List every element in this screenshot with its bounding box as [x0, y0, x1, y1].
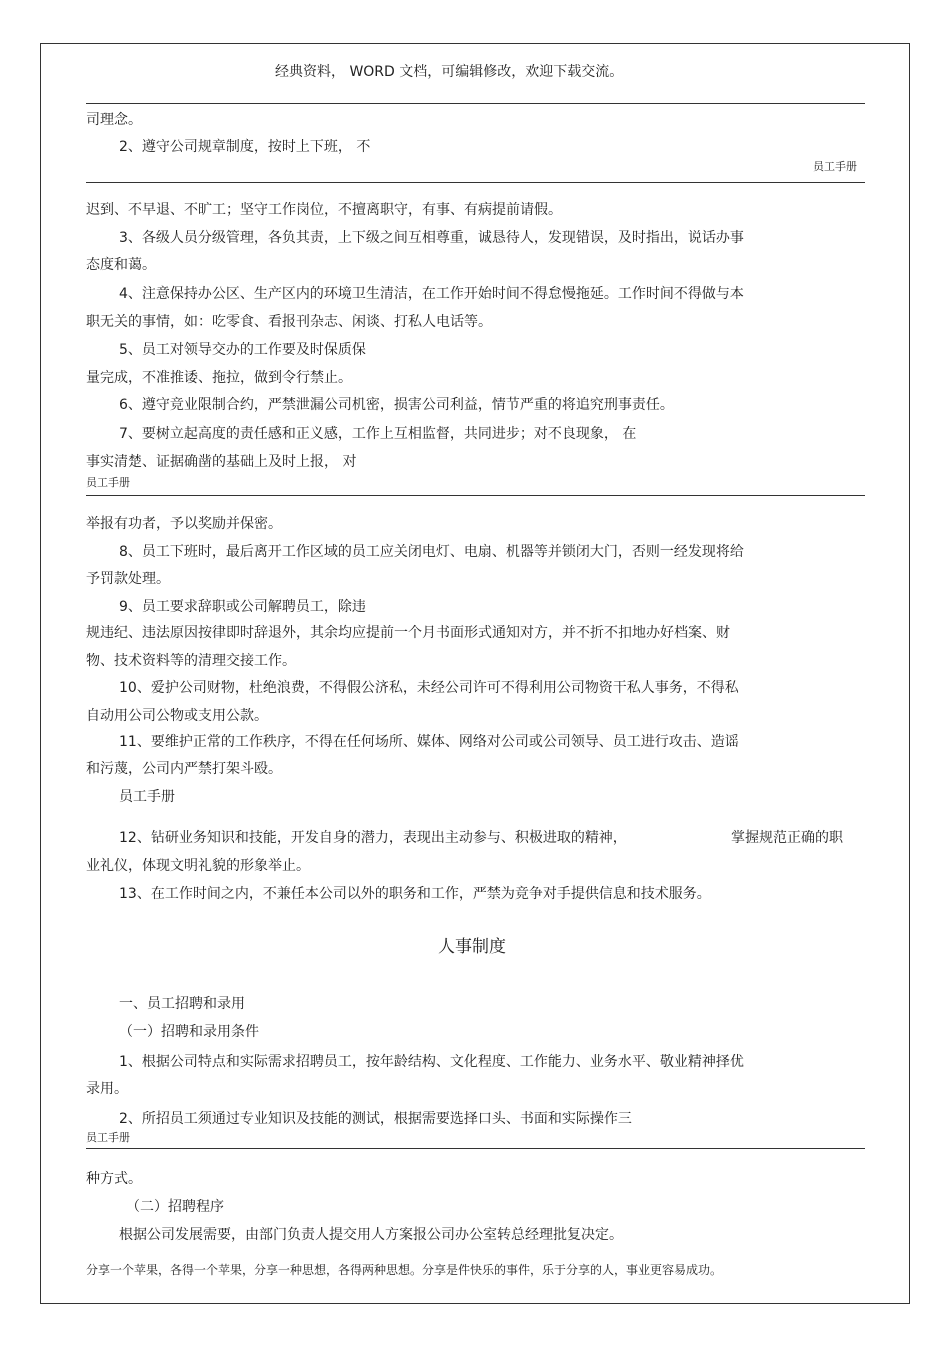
header-rule — [86, 103, 865, 104]
body-line: 和污蔑，公司内严禁打架斗殴。 — [86, 761, 282, 777]
body-line: 13、在工作时间之内，不兼任本公司以外的职务和工作，严禁为竞争对手提供信息和技术服务。 — [119, 886, 711, 902]
body-line: 量完成，不准推诿、拖拉，做到令行禁止。 — [86, 370, 352, 386]
body-line: （一）招聘和录用条件 — [119, 1024, 259, 1040]
body-line: 司理念。 — [86, 112, 142, 128]
body-line: 事实清楚、证据确凿的基础上及时上报， 对 — [86, 454, 357, 470]
body-line: 举报有功者，予以奖励并保密。 — [86, 516, 282, 532]
body-line: （二）招聘程序 — [126, 1199, 224, 1215]
body-line: 2、遵守公司规章制度，按时上下班， 不 — [119, 139, 371, 155]
body-line: 态度和蔼。 — [86, 257, 156, 273]
body-line: 10、爱护公司财物，杜绝浪费，不得假公济私，未经公司许可不得利用公司物资干私人事务，不得私 — [119, 680, 739, 696]
body-line: 物、技术资料等的清理交接工作。 — [86, 653, 296, 669]
body-line: 12、钻研业务知识和技能，开发自身的潜力，表现出主动参与、积极进取的精神， — [119, 830, 627, 846]
body-line: 自动用公司公物或支用公款。 — [86, 708, 268, 724]
body-line: 录用。 — [86, 1081, 128, 1097]
section-heading: 人事制度 — [438, 937, 506, 957]
body-line: 种方式。 — [86, 1171, 142, 1187]
body-line: 9、员工要求辞职或公司解聘员工，除违 — [119, 599, 366, 615]
body-line: 掌握规范正确的职 — [731, 830, 843, 846]
page-break-rule — [86, 1148, 865, 1149]
body-line: 一、员工招聘和录用 — [119, 996, 245, 1012]
body-line: 业礼仪，体现文明礼貌的形象举止。 — [86, 858, 310, 874]
running-head-text: 员工手册 — [119, 789, 175, 805]
running-head: 员工手册 — [86, 1131, 130, 1144]
body-line: 5、员工对领导交办的工作要及时保质保 — [119, 342, 366, 358]
body-line: 迟到、不早退、不旷工；坚守工作岗位，不擅离职守，有事、有病提前请假。 — [86, 202, 562, 218]
body-line: 予罚款处理。 — [86, 571, 170, 587]
body-line: 8、员工下班时，最后离开工作区域的员工应关闭电灯、电扇、机器等并锁闭大门，否则一经发现将给 — [119, 544, 744, 560]
document-header: 经典资料， WORD 文档，可编辑修改，欢迎下载交流。 — [275, 64, 624, 80]
body-line: 11、要维护正常的工作秩序，不得在任何场所、媒体、网络对公司或公司领导、员工进行攻击、造谣 — [119, 734, 739, 750]
body-line: 4、注意保持办公区、生产区内的环境卫生清洁，在工作开始时间不得怠慢拖延。工作时间不得做与本 — [119, 286, 744, 302]
document-footer: 分享一个苹果，各得一个苹果，分享一种思想，各得两种思想。分享是件快乐的事件，乐于分享的人，事业更容易成功。 — [86, 1263, 723, 1277]
running-head: 员工手册 — [813, 160, 857, 173]
page-break-rule — [86, 182, 865, 183]
page-break-rule — [86, 495, 865, 496]
running-head: 员工手册 — [86, 476, 130, 489]
body-line: 6、遵守竞业限制合约，严禁泄漏公司机密，损害公司利益，情节严重的将追究刑事责任。 — [119, 397, 674, 413]
body-line: 2、所招员工须通过专业知识及技能的测试，根据需要选择口头、书面和实际操作三 — [119, 1111, 632, 1127]
body-line: 1、根据公司特点和实际需求招聘员工，按年龄结构、文化程度、工作能力、业务水平、敬业精神择优 — [119, 1054, 744, 1070]
body-line: 职无关的事情，如：吃零食、看报刊杂志、闲谈、打私人电话等。 — [86, 314, 492, 330]
body-line: 7、要树立起高度的责任感和正义感，工作上互相监督，共同进步；对不良现象， 在 — [119, 426, 637, 442]
body-line: 规违纪、违法原因按律即时辞退外，其余均应提前一个月书面形式通知对方，并不折不扣地办好档案、财 — [86, 625, 730, 641]
body-line: 根据公司发展需要，由部门负责人提交用人方案报公司办公室转总经理批复决定。 — [119, 1227, 623, 1243]
body-line: 3、各级人员分级管理，各负其责，上下级之间互相尊重，诚恳待人，发现错误，及时指出，说话办事 — [119, 230, 744, 246]
